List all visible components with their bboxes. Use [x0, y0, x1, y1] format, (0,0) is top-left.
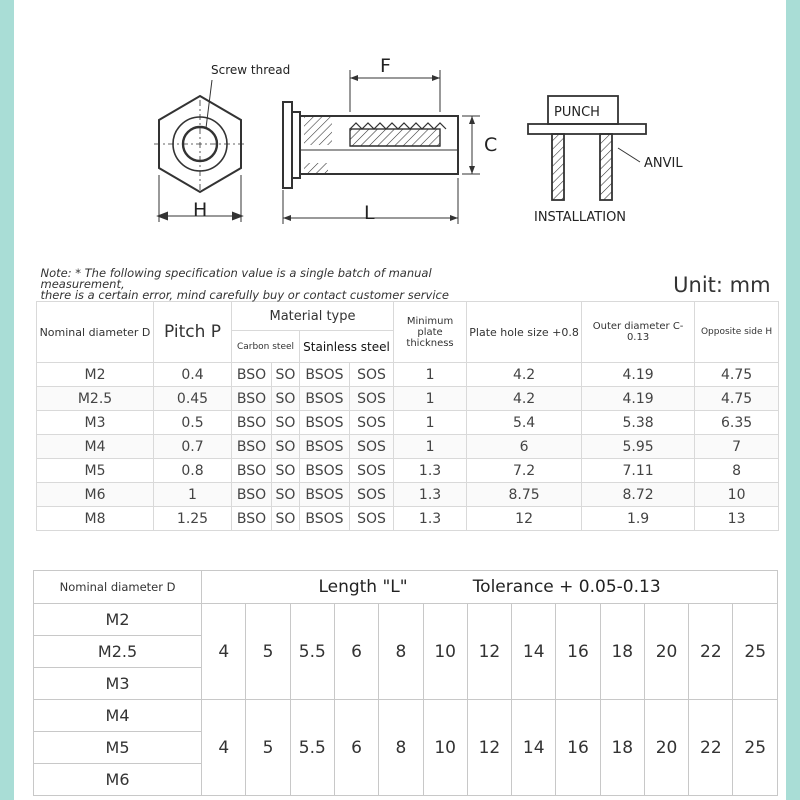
spec-cell-t: 1 — [394, 387, 467, 411]
spec-row — [37, 507, 779, 531]
spec-cell-c1: BSO — [232, 507, 272, 531]
hdr-min-plate — [394, 302, 467, 363]
spec-cell-s2: SOS — [350, 363, 394, 387]
spec-cell-c2: SO — [272, 507, 300, 531]
spec-cell-c1: BSO — [232, 459, 272, 483]
length-value: 16 — [556, 604, 600, 700]
spec-cell-d: M5 — [37, 459, 154, 483]
spec-row — [37, 459, 779, 483]
length-hdr-title — [202, 571, 778, 604]
spec-table — [36, 268, 779, 531]
length-body — [34, 604, 778, 796]
length-row — [34, 604, 778, 636]
hdr-min-plate-line-2: thickness — [406, 337, 454, 349]
length-value: 5 — [246, 700, 290, 796]
hdr-stainless: Stainless steel — [300, 331, 394, 363]
side-section-view — [283, 70, 480, 224]
spec-cell-p: 1.25 — [154, 507, 232, 531]
spec-row — [37, 411, 779, 435]
dim-f-label: F — [380, 55, 391, 77]
length-table — [33, 570, 778, 796]
hdr-outer: Outer diameter C-0.13 — [582, 302, 695, 363]
hdr-hole: Plate hole size +0.8 — [467, 302, 582, 363]
length-value: 14 — [512, 604, 556, 700]
spec-note-line-1: Note: * The following specification value is a single batch of manual measurement, — [40, 266, 432, 291]
length-value: 6 — [334, 700, 378, 796]
spec-cell-c2: SO — [272, 387, 300, 411]
spec-cell-s1: BSOS — [300, 483, 350, 507]
dim-l-label: L — [364, 202, 375, 224]
punch-label: PUNCH — [554, 105, 600, 120]
spec-cell-t: 1.3 — [394, 483, 467, 507]
length-value: 25 — [733, 700, 778, 796]
spec-cell-outer: 4.19 — [582, 387, 695, 411]
drawing-svg — [14, 0, 786, 260]
spec-cell-c2: SO — [272, 459, 300, 483]
hdr-material: Material type — [232, 302, 394, 331]
spec-cell-c2: SO — [272, 411, 300, 435]
length-value: 18 — [600, 700, 644, 796]
screw-thread-label: Screw thread — [211, 63, 291, 77]
spec-cell-h: 7 — [695, 435, 779, 459]
installation-label: INSTALLATION — [534, 210, 627, 225]
spec-cell-t: 1.3 — [394, 507, 467, 531]
spec-body — [37, 363, 779, 531]
length-value: 10 — [423, 700, 467, 796]
spec-cell-h: 13 — [695, 507, 779, 531]
length-row — [34, 700, 778, 732]
spec-cell-hole: 12 — [467, 507, 582, 531]
hdr-opposite: Opposite side H — [695, 302, 779, 363]
length-value: 10 — [423, 604, 467, 700]
spec-cell-c1: BSO — [232, 411, 272, 435]
spec-cell-c1: BSO — [232, 363, 272, 387]
spec-note — [37, 268, 467, 302]
length-value: 22 — [689, 700, 733, 796]
length-value: 5.5 — [290, 700, 334, 796]
length-value: 20 — [644, 700, 688, 796]
spec-cell-s2: SOS — [350, 411, 394, 435]
spec-cell-outer: 5.38 — [582, 411, 695, 435]
spec-cell-c1: BSO — [232, 435, 272, 459]
spec-cell-s2: SOS — [350, 507, 394, 531]
length-value: 25 — [733, 604, 778, 700]
length-hdr-nominal: Nominal diameter D — [34, 571, 202, 604]
spec-row — [37, 483, 779, 507]
spec-cell-p: 1 — [154, 483, 232, 507]
length-value: 18 — [600, 604, 644, 700]
length-value: 5.5 — [290, 604, 334, 700]
length-diameter: M2.5 — [34, 636, 202, 668]
spec-cell-c1: BSO — [232, 483, 272, 507]
spec-cell-p: 0.5 — [154, 411, 232, 435]
spec-cell-hole: 7.2 — [467, 459, 582, 483]
spec-cell-outer: 5.95 — [582, 435, 695, 459]
spec-cell-h: 4.75 — [695, 387, 779, 411]
spec-cell-s1: BSOS — [300, 435, 350, 459]
hdr-pitch: Pitch P — [154, 302, 232, 363]
spec-cell-h: 4.75 — [695, 363, 779, 387]
spec-cell-s1: BSOS — [300, 387, 350, 411]
anvil-label: ANVIL — [644, 156, 683, 171]
dim-c-label: C — [484, 134, 498, 156]
spec-cell-s1: BSOS — [300, 459, 350, 483]
length-value: 6 — [334, 604, 378, 700]
spec-cell-outer: 4.19 — [582, 363, 695, 387]
spec-cell-t: 1 — [394, 411, 467, 435]
spec-cell-d: M3 — [37, 411, 154, 435]
spec-cell-outer: 7.11 — [582, 459, 695, 483]
length-value: 5 — [246, 604, 290, 700]
length-value: 12 — [467, 604, 511, 700]
spec-cell-s2: SOS — [350, 435, 394, 459]
length-value: 8 — [379, 604, 423, 700]
spec-cell-s1: BSOS — [300, 507, 350, 531]
spec-row — [37, 387, 779, 411]
length-value: 4 — [202, 604, 246, 700]
note-row — [37, 268, 779, 302]
length-tolerance: Tolerance + 0.05-0.13 — [472, 577, 661, 597]
length-value: 8 — [379, 700, 423, 796]
spec-cell-s2: SOS — [350, 459, 394, 483]
spec-row — [37, 435, 779, 459]
length-diameter: M6 — [34, 764, 202, 796]
length-diameter: M5 — [34, 732, 202, 764]
spec-note-line-2: there is a certain error, mind carefully buy or contact customer service — [40, 288, 449, 302]
length-header-row — [34, 571, 778, 604]
length-title: Length "L" — [318, 577, 408, 597]
spec-cell-t: 1.3 — [394, 459, 467, 483]
spec-row — [37, 363, 779, 387]
length-value: 4 — [202, 700, 246, 796]
spec-cell-d: M2.5 — [37, 387, 154, 411]
spec-cell-p: 0.8 — [154, 459, 232, 483]
length-value: 14 — [512, 700, 556, 796]
spec-cell-t: 1 — [394, 435, 467, 459]
spec-cell-s2: SOS — [350, 483, 394, 507]
spec-cell-hole: 5.4 — [467, 411, 582, 435]
dim-h-label: H — [193, 199, 208, 221]
spec-cell-hole: 6 — [467, 435, 582, 459]
length-diameter: M4 — [34, 700, 202, 732]
spec-cell-p: 0.4 — [154, 363, 232, 387]
length-diameter: M2 — [34, 604, 202, 636]
spec-cell-hole: 4.2 — [467, 387, 582, 411]
spec-cell-d: M6 — [37, 483, 154, 507]
spec-cell-h: 6.35 — [695, 411, 779, 435]
spec-cell-s2: SOS — [350, 387, 394, 411]
length-value: 16 — [556, 700, 600, 796]
spec-cell-h: 8 — [695, 459, 779, 483]
product-spec-sheet — [14, 0, 786, 800]
spec-cell-s1: BSOS — [300, 363, 350, 387]
spec-cell-h: 10 — [695, 483, 779, 507]
spec-cell-outer: 1.9 — [582, 507, 695, 531]
technical-drawing — [14, 0, 786, 260]
unit-label: Unit: mm — [467, 268, 779, 302]
spec-cell-hole: 8.75 — [467, 483, 582, 507]
length-diameter: M3 — [34, 668, 202, 700]
spec-cell-d: M8 — [37, 507, 154, 531]
spec-cell-outer: 8.72 — [582, 483, 695, 507]
spec-cell-c2: SO — [272, 435, 300, 459]
spec-cell-c1: BSO — [232, 387, 272, 411]
length-value: 22 — [689, 604, 733, 700]
spec-cell-c2: SO — [272, 363, 300, 387]
spec-cell-c2: SO — [272, 483, 300, 507]
spec-cell-p: 0.45 — [154, 387, 232, 411]
spec-cell-s1: BSOS — [300, 411, 350, 435]
spec-cell-hole: 4.2 — [467, 363, 582, 387]
spec-header-row — [37, 302, 779, 331]
hdr-carbon: Carbon steel — [232, 331, 300, 363]
hdr-min-plate-line-1: Minimum plate — [406, 315, 454, 338]
length-value: 12 — [467, 700, 511, 796]
spec-cell-d: M2 — [37, 363, 154, 387]
spec-cell-d: M4 — [37, 435, 154, 459]
spec-cell-t: 1 — [394, 363, 467, 387]
hdr-nominal: Nominal diameter D — [37, 302, 154, 363]
spec-cell-p: 0.7 — [154, 435, 232, 459]
length-value: 20 — [644, 604, 688, 700]
